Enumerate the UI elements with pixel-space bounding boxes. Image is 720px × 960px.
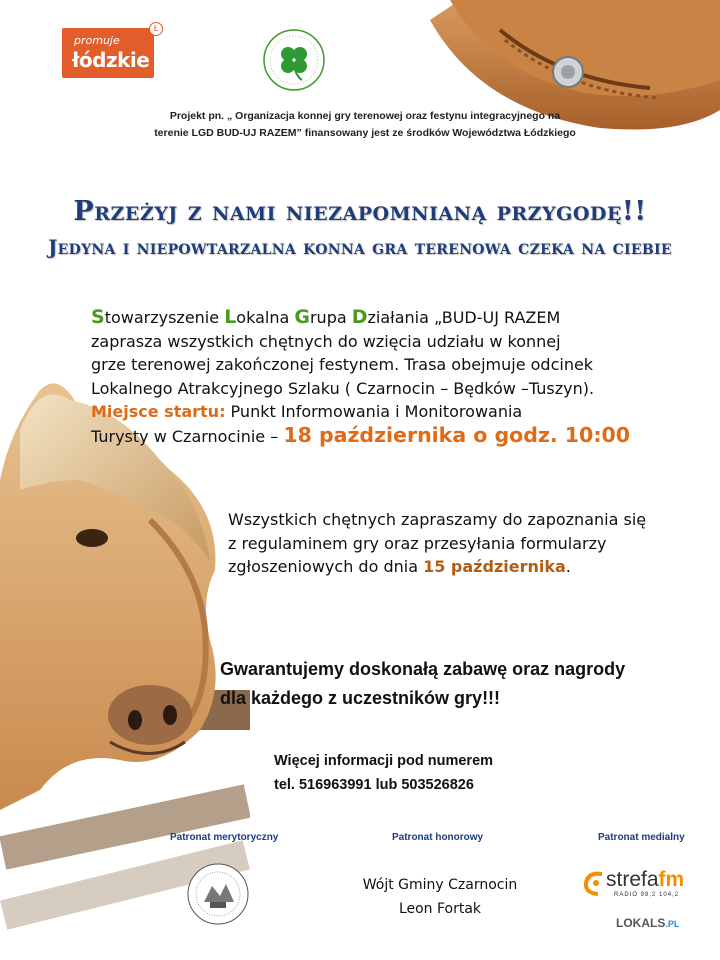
intro-line-3: grze terenowej zakończonej festynem. Trasa obejmuje odcinek — [91, 355, 594, 375]
project-line-1: Projekt pn. „ Organizacja konnej gry terenowej oraz festynu integracyjnego na — [169, 110, 561, 122]
word-g: rupa — [309, 308, 352, 327]
initial-g: G — [294, 306, 310, 328]
word-s: towarzyszenie — [104, 308, 225, 327]
contact-info — [274, 749, 654, 797]
lokals-logo — [616, 916, 679, 930]
initial-d: D — [351, 306, 368, 328]
start-label: Miejsce startu: — [91, 402, 226, 422]
registration-line-3-text: zgłoszeniowych do dnia — [228, 557, 424, 577]
guarantee-line-1: Gwarantujemy doskonałą zabawę oraz nagrody — [220, 659, 626, 679]
headline: Przeżyj z nami niezapomnianą przygodę!! — [73, 196, 647, 227]
registration-deadline: 15 października — [423, 557, 566, 577]
start-line-1 — [91, 400, 691, 424]
word-l: okalna — [236, 308, 295, 327]
promuje-lodzkie-logo — [62, 24, 159, 78]
guarantee-text — [220, 655, 720, 713]
invitation-paragraph — [91, 306, 691, 449]
intro-line-2: zaprasza wszystkich chętnych do wzięcia udziału w konnej — [91, 331, 561, 351]
project-financing-note — [100, 108, 630, 142]
intro-line-1 — [91, 306, 691, 330]
word-d: ziałania „BUD-UJ RAZEM — [367, 308, 561, 327]
patron-honorary-label: Patronat honorowy — [392, 832, 484, 843]
strefa-frequencies: RADIO 98,2 104,2 — [614, 892, 680, 898]
honorary-patron — [340, 873, 540, 921]
start-place-1: Punkt Informowania i Monitorowania — [225, 402, 523, 422]
registration-line-1: Wszystkich chętnych zapraszamy do zapoznania się — [228, 510, 647, 529]
honorary-patron-title: Wójt Gminy Czarnocin — [362, 877, 518, 893]
registration-end: . — [565, 557, 571, 577]
initial-s: S — [91, 306, 105, 328]
logo-big-text: łódzkie — [72, 48, 150, 72]
logo-small-text: promuje — [74, 34, 120, 47]
strefa-brand: strefa — [606, 868, 659, 891]
guarantee-line-2: dla każdego z uczestników gry!!! — [220, 688, 501, 708]
honorary-patron-name: Leon Fortak — [398, 901, 482, 917]
subheadline: Jedyna i niepowtarzalna konna gra terenowa czeka na ciebie — [48, 236, 672, 259]
registration-paragraph — [228, 508, 698, 579]
start-date: 18 października o godz. 10:00 — [283, 422, 631, 447]
start-line-2 — [91, 424, 691, 449]
project-line-2: terenie LGD BUD-UJ RAZEM” finansowany jest ze środków Województwa Łódzkiego — [154, 127, 576, 139]
lokals-suffix: .PL — [665, 919, 680, 929]
patron-media-label: Patronat medialny — [598, 832, 685, 843]
association-seal-logo — [186, 862, 250, 926]
strefa-fm-logo — [580, 866, 704, 902]
contact-phones: tel. 516963991 lub 503526826 — [274, 777, 474, 793]
intro-line-4: Lokalnego Atrakcyjnego Szlaku ( Czarnocin – Będków –Tuszyn). — [91, 378, 595, 398]
strefa-swirl-icon — [580, 868, 606, 898]
patron-substantive-label: Patronat merytoryczny — [170, 832, 279, 843]
lokals-text: LOKALS — [616, 916, 666, 930]
contact-line-1: Więcej informacji pod numerem — [274, 753, 494, 769]
registration-line-2: z regulaminem gry oraz przesyłania formularzy — [228, 533, 607, 553]
initial-l: L — [224, 306, 237, 328]
strefa-wordmark — [606, 868, 684, 892]
lgd-clover-logo — [262, 28, 326, 92]
logo-mark: Ł — [149, 22, 163, 36]
start-place-2: Turysty w Czarnocinie – — [91, 426, 284, 446]
registration-line-3 — [228, 555, 698, 579]
strefa-fm: fm — [658, 868, 685, 891]
